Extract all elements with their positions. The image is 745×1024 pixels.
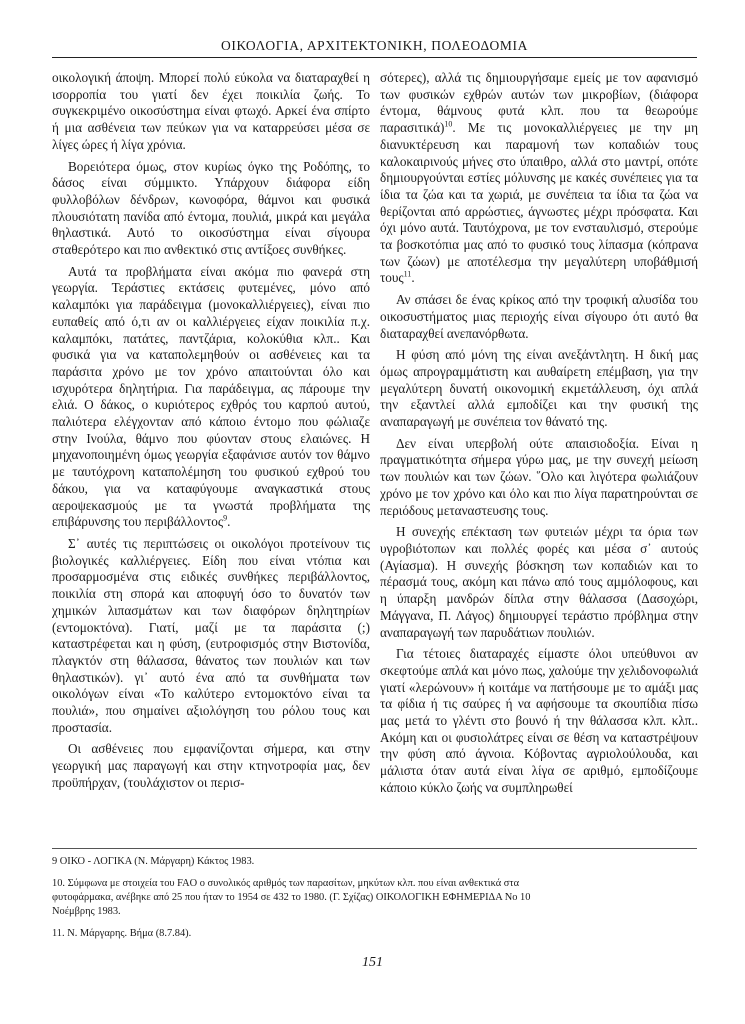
paragraph: Η φύση από μόνη της είναι ανεξάντλητη. Η δική μας όμως απρογραμμάτιστη και αυθαίρετη επέμβαση, για την μεγαλύτερη δυνατή οικονομική εκμετάλλευση, όχι απλά την εξαντλεί αλλά εμποδίζει και την φυσική της αναπαραγωγή με συνέπεια τον θάνατό της. — [380, 347, 698, 430]
paragraph: σότερες), αλλά τις δημιουργήσαμε εμείς με τον αφανισμό των φυσικών εχθρών αυτών των μικροβίων, (διάφορα έντομα, θάμνους φυτά κλπ. που τα θεωρούμε παρασιτικά)$^{10}$. Με τις μονοκαλλιέργειες με την μη διανυκτέρευση και παραμονή των κοπαδιών τους καλοκαιρινούς μήνες στο ύπαιθρο, αλλά στο μαντρί, οπότε δημιουργούνται εστίες μόλυνσης με κακές συνέπειες για τα ίδια τα ζώα και τα χωριά, με συνέπεια τα ίδια τα ζώα να θερίζονται από αρρώστιες, άγνωστες μέχρι πρόσφατα. Και όχι μόνο αυτά. Ταυτόχρονα, με τον ενσταυλισμό, στερούμε τα βοσκοτόπια μας από το φυσικό τους λίπασμα (κόπρανα των ζώων) με αποτέλεσμα την μεγαλύτερη υποβάθμισή τους$^{11}$. — [380, 70, 698, 286]
header-rule — [52, 57, 697, 58]
paragraph: Σ᾽ αυτές τις περιπτώσεις οι οικολόγοι προτείνουν τις βιολογικές καλλιέργειες. Είδη που είναι ντόπια και προσαρμοσμένα στις ειδικές συνθήκες περιβάλλοντος, ποικιλία στη σπορά και αποφυγή όσο το δυνατόν των χημικών λιπασμάτων και των διαφόρων δηλητηρίων (εντομοκτόνα). Γιατί, μαζί με τα παράσιτα (;) καταστρέφεται και η φύση, (ευτροφισμός στην Βιστονίδα, πλαγκτόν στη θάλασσα, θάνατος των πουλιών και των θηλαστικών). γι᾽ αυτό ένα από τα συνθήματα των οικολόγων είναι «Το καλύτερο εντομοκτόνο είναι τα πουλιά», που σημαίνει αξιολόγηση του ρόλου τους και προστασία. — [52, 535, 370, 735]
paragraph: Αυτά τα προβλήματα είναι ακόμα πιο φανερά στη γεωργία. Τεράστιες εκτάσεις φυτεμένες, μόνο από καλαμπόκι για παράδειγμα (μονοκαλλιέργειες), είναι πιο ευπαθείς από ό,τι αν οι καλλιέργειες είχαν ποικιλία π.χ. καλαμπόκι, πατάτες, παντζάρια, κολοκύθια κλπ.. Και φυσικά για να καταπολεμηθούν οι ασθένειες και τα παράσιτα χρόνο με τον χρόνο απαιτούνται όλο και ισχυρότερα δηλητήρια. Για παράδειγμα, ας πάρουμε την ελιά. Ο δάκος, ο κυριότερος εχθρός του καρπού αυτού, παλιότερα ελέγχονταν από κάποιο έντομο που φώλιαζε στην Ινούλα, θάμνο που φύονταν στους ελαιώνες. Η μηχανοποιημένη όμως γεωργία εξαφάνισε αυτόν τον θάμνο με ταυτόχρονη καταπολέμηση του φυσικού εχθρού του δάκου, για να καταφύγουμε αναγκαστικά στους αεροψεκασμούς με τα γνωστά προβλήματα της επιβάρυνσης του περιβάλλοντος$^9$. — [52, 263, 370, 530]
paragraph-text: . Με τις μονοκαλλιέργειες με την μη διανυκτέρευση και παραμονή των κοπαδιών τους καλοκαιρινούς μήνες στο ύπαιθρο, αλλά στο μαντρί, οπότε δημιουργούνται εστίες μόλυνσης με κακές συνέπειες για τα ίδια τα ζώα και τα χωριά, με συνέπεια τα ίδια τα ζώα να θερίζονται από αρρώστιες, άγνωστες μέχρι πρόσφατα. Και όχι μόνο αυτά. Ταυτόχρονα, με τον ενσταυλισμό, στερούμε τα βοσκοτόπια μας από το φυσικό τους λίπασμα (κόπρανα των ζώων) με αποτέλεσμα την μεγαλύτερη υποβάθμισή τους — [380, 120, 698, 286]
page-number: 151 — [362, 955, 383, 970]
paragraph-text: Αυτά τα προβλήματα είναι ακόμα πιο φανερά στη γεωργία. Τεράστιες εκτάσεις φυτεμένες, μόνο από καλαμπόκι για παράδειγμα (μονοκαλλιέργειες), είναι πιο ευπαθείς από ό,τι αν οι καλλιέργειες είχαν ποικιλία π.χ. καλαμπόκι, πατάτες, παντζάρια, κολοκύθια κλπ.. Και φυσικά για να καταπολεμηθούν οι ασθένειες και τα παράσιτα χρόνο με τον χρόνο απαιτούνται όλο και ισχυρότερα δηλητήρια. Για παράδειγμα, ας πάρουμε την ελιά. Ο δάκος, ο κυριότερος εχθρός του καρπού αυτού, παλιότερα ελέγχονταν από κάποιο έντομο που φώλιαζε στην Ινούλα, θάμνο που φύονταν στους ελαιώνες. Η μηχανοποιημένη όμως γεωργία εξαφάνισε αυτόν τον θάμνο με ταυτόχρονη καταπολέμηση του φυσικού εχθρού του δάκου, για να καταφύγουμε αναγκαστικά στους αεροψεκασμούς με τα γνωστά προβλήματα της επιβάρυνσης του περιβάλλοντος — [52, 263, 370, 530]
paragraph: Αν σπάσει δε ένας κρίκος από την τροφική αλυσίδα του οικοσυστήματος μιας περιοχής είναι σίγουρο ότι αυτό θα διαταραχθεί ανεπανόρθωτα. — [380, 292, 698, 341]
footnote-ref: 11 — [403, 270, 412, 280]
paragraph-text: σότερες), αλλά τις δημιουργήσαμε εμείς με τον αφανισμό των φυσικών εχθρών αυτών των μικροβίων, (διάφορα έντομα, θάμνους φυτά κλπ. που τα θεωρούμε παρασιτικά) — [380, 70, 698, 136]
footnotes — [52, 855, 552, 949]
right-column — [380, 70, 698, 802]
paragraph: Δεν είναι υπερβολή ούτε απαισιοδοξία. Είναι η πραγματικότητα σήμερα γύρω μας, με την συνεχή μείωση των πουλιών και των ζώων. ῞Ολο και λιγότερα φωλιάζουν χρόνο με τον χρόνο και όλο και πιο λίγα παρατηρούνται σε περιόδους μεταναστευσης τους. — [380, 435, 698, 518]
paragraph: Για τέτοιες διαταραχές είμαστε όλοι υπεύθυνοι αν σκεφτούμε απλά και μόνο πως, χαλούμε την χελιδονοφωλιά γιατί «λερώνουν» ή κοιτάμε να πατήσουμε με το αμάξι μας τα φίδια ή τις σαύρες ή να αφήσουμε τα σκουπίδια πίσω μας μετά το γλέντι στο βουνό ή την θάλασσα κλπ. κλπ.. Ακόμη και οι φυσιολάτρες είναι σε θέση να καταστρέψουν την φύση από άγνοια. Κόβοντας αγριολούλουδα, και μάλιστα όταν αυτά είναι λίγα σε αριθμό, εμποδίζουμε κάποιο κύκλο ζωής να συμπληρωθεί — [380, 646, 698, 795]
footnote-ref: 9 — [223, 513, 228, 523]
paragraph: Η συνεχής επέκταση των φυτειών μέχρι τα όρια των υγροβιότοπων και πολλές φορές και μέσα σ᾽ αυτούς (Αγίασμα). Η συνεχής βόσκηση των κοπαδιών και το πέρασμά τους, ακόμη και πάνω από τους αμμόλοφους, και η ύπαρξη μανδρών δίπλα στην θάλασσα (Δασοχώρι, Μάγγανα, Π. Λάγος) δημιουργεί τεράστιο πρόβλημα στην αναπαραγωγή των παρυδάτιων πουλιών. — [380, 524, 698, 640]
paragraph: Βορειότερα όμως, στον κυρίως όγκο της Ροδόπης, το δάσος είναι σύμμικτο. Υπάρχουν διάφορα είδη φυλλοβόλων δένδρων, κωνοφόρα, θάμνοι και φυσικά πλουσιότατη πανίδα από έντομα, πουλιά, μικρά και μεγάλα θηλαστικά. Αυτό το οικοσύστημα είναι σίγουρα σταθερότερο και πιο ανθεκτικό στις αντίξοες συνθήκες. — [52, 158, 370, 258]
footnote: 10. Σύμφωνα με στοιχεία του FAO ο συνολικός αριθμός των παρασίτων, μηκύτων κλπ. που είναι ανθεκτικά στα φυτοφάρμακα, ανέβηκε από 25 που ήταν το 1954 σε 432 το 1980. (Γ. Σχίζας) ΟΙΚΟΛΟΓΙΚΗ ΕΦΗΜΕΡΙΔΑ Νο 10 Νοέμβρης 1983. — [52, 878, 531, 917]
footnote: 9 ΟΙΚΟ - ΛΟΓΙΚΑ (Ν. Μάργαρη) Κάκτος 1983. — [52, 856, 255, 867]
paragraph: Οι ασθένειες που εμφανίζονται σήμερα, και στην γεωργική μας παραγωγή και στην κτηνοτροφία μας, δεν προϋπήρχαν, (τουλάχιστον οι περισ- — [52, 741, 370, 790]
left-column — [52, 70, 370, 797]
footnote: 11. Ν. Μάργαρης. Βήμα (8.7.84). — [52, 928, 192, 939]
footnote-rule — [52, 848, 697, 849]
running-header: ΟΙΚΟΛΟΓΙΑ, ΑΡΧΙΤΕΚΤΟΝΙΚΗ, ΠΟΛΕΟΔΟΜΙΑ — [221, 38, 528, 53]
footnote-ref: 10 — [444, 119, 453, 129]
paragraph: οικολογική άποψη. Μπορεί πολύ εύκολα να διαταραχθεί η ισορροπία του γιατί δεν έχει ποικιλία ζωής. Το συγκεκριμένο οικοσύστημα είναι φτωχό. Αρκεί ένα σπίρτο ή μια ασθένεια των πεύκων για να καταρρεύσει μέσα σε λίγες ώρες ή λίγα χρόνια. — [52, 70, 370, 152]
